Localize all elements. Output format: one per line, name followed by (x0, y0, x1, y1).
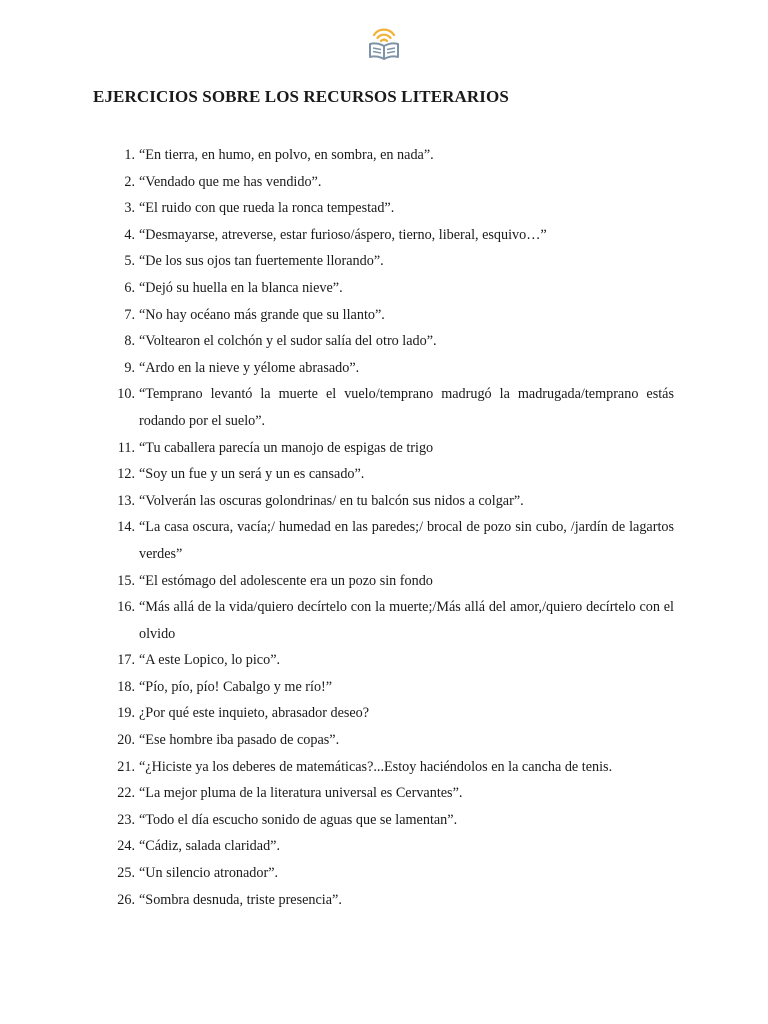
exercise-number: 15 . (96, 568, 135, 595)
exercise-item (96, 328, 674, 355)
exercise-item (96, 222, 674, 249)
exercise-number: 17 . (96, 647, 135, 674)
exercise-text: “La mejor pluma de la literatura universal es Cervantes”. (139, 785, 463, 802)
exercise-text: “Temprano levantó la muerte el vuelo/temprano madrugó la madrugada/temprano estás rodando por el suelo”. (139, 386, 674, 429)
exercise-text: “¿Hiciste ya los deberes de matemáticas?...Estoy haciéndolos en la cancha de tenis. (139, 758, 613, 775)
exercise-text: “Vendado que me has vendido”. (139, 173, 322, 190)
page-title: EJERCICIOS SOBRE LOS RECURSOS LITERARIOS (93, 87, 509, 106)
exercise-number: 6 . (96, 275, 135, 302)
exercise-number: 13 . (96, 488, 135, 515)
exercise-item (96, 275, 674, 302)
exercise-text: “Dejó su huella en la blanca nieve”. (139, 279, 343, 296)
exercise-item (96, 381, 674, 434)
exercise-text: “Volverán las oscuras golondrinas/ en tu balcón sus nidos a colgar”. (139, 492, 524, 509)
exercise-text: “Pío, pío, pío! Cabalgo y me río!” (139, 678, 333, 695)
exercise-text: “El ruido con que rueda la ronca tempestad”. (139, 200, 395, 217)
exercise-list (96, 142, 674, 913)
exercise-number: 14 . (96, 514, 135, 541)
exercise-text: “Voltearon el colchón y el sudor salía del otro lado”. (139, 333, 437, 350)
exercise-item (96, 195, 674, 222)
exercise-item (96, 780, 674, 807)
exercise-number: 10 . (96, 381, 135, 408)
exercise-item (96, 807, 674, 834)
exercise-number: 3 . (96, 195, 135, 222)
exercise-item (96, 142, 674, 169)
exercise-number: 24 . (96, 833, 135, 860)
exercise-text: “No hay océano más grande que su llanto”. (139, 306, 385, 323)
exercise-item (96, 355, 674, 382)
exercise-number: 16 . (96, 594, 135, 621)
exercise-text: “Más allá de la vida/quiero decírtelo con la muerte;/Más allá del amor,/quiero decírtelo con el olvido (139, 599, 674, 642)
exercise-text: “Desmayarse, atreverse, estar furioso/áspero, tierno, liberal, esquivo…” (139, 226, 547, 243)
exercise-item (96, 594, 674, 647)
exercise-item (96, 488, 674, 515)
exercise-item (96, 727, 674, 754)
exercise-number: 1 . (96, 142, 135, 169)
exercise-number: 21 . (96, 754, 135, 781)
exercise-text: “Cádiz, salada claridad”. (139, 838, 281, 855)
logo-svg (364, 24, 404, 64)
exercise-item (96, 169, 674, 196)
exercise-item (96, 302, 674, 329)
exercise-item (96, 435, 674, 462)
exercise-number: 4 . (96, 222, 135, 249)
exercise-text: “De los sus ojos tan fuertemente llorando”. (139, 253, 384, 270)
exercise-text: “Ardo en la nieve y yélome abrasado”. (139, 359, 360, 376)
exercise-item (96, 754, 674, 781)
exercise-item (96, 568, 674, 595)
exercise-number: 18 . (96, 674, 135, 701)
exercise-number: 8 . (96, 328, 135, 355)
exercise-text: “La casa oscura, vacía;/ humedad en las paredes;/ brocal de pozo sin cubo, /jardín de lagartos verdes” (139, 519, 674, 562)
exercise-text: “El estómago del adolescente era un pozo sin fondo (139, 572, 433, 589)
exercise-item (96, 674, 674, 701)
exercise-number: 25 . (96, 860, 135, 887)
exercise-text: “En tierra, en humo, en polvo, en sombra, en nada”. (139, 147, 434, 163)
exercise-item (96, 887, 674, 914)
exercise-item (96, 461, 674, 488)
exercise-number: 2 . (96, 169, 135, 196)
exercise-item (96, 647, 674, 674)
exercise-number: 23 . (96, 807, 135, 834)
exercise-number: 9 . (96, 355, 135, 382)
exercise-text: “A este Lopico, lo pico”. (139, 652, 281, 669)
exercise-number: 12 . (96, 461, 135, 488)
exercise-number: 20 . (96, 727, 135, 754)
exercise-text: ¿Por qué este inquieto, abrasador deseo? (139, 705, 370, 722)
exercise-item (96, 700, 674, 727)
exercise-text: “Tu caballera parecía un manojo de espigas de trigo (139, 439, 434, 456)
exercise-text: “Todo el día escucho sonido de aguas que se lamentan”. (139, 811, 458, 828)
exercise-number: 11 . (96, 435, 135, 462)
exercise-number: 26 . (96, 887, 135, 914)
exercise-item (96, 860, 674, 887)
exercise-item (96, 514, 674, 567)
exercise-item (96, 248, 674, 275)
exercise-text: “Un silencio atronador”. (139, 865, 279, 882)
exercise-number: 7 . (96, 302, 135, 329)
exercise-text: “Soy un fue y un será y un es cansado”. (139, 466, 365, 483)
exercise-number: 5 . (96, 248, 135, 275)
open-book-wifi-icon (364, 24, 404, 64)
exercise-text: “Sombra desnuda, triste presencia”. (139, 891, 342, 908)
exercise-text: “Ese hombre iba pasado de copas”. (139, 732, 340, 749)
exercise-item (96, 833, 674, 860)
exercise-number: 19 . (96, 700, 135, 727)
exercise-number: 22 . (96, 780, 135, 807)
